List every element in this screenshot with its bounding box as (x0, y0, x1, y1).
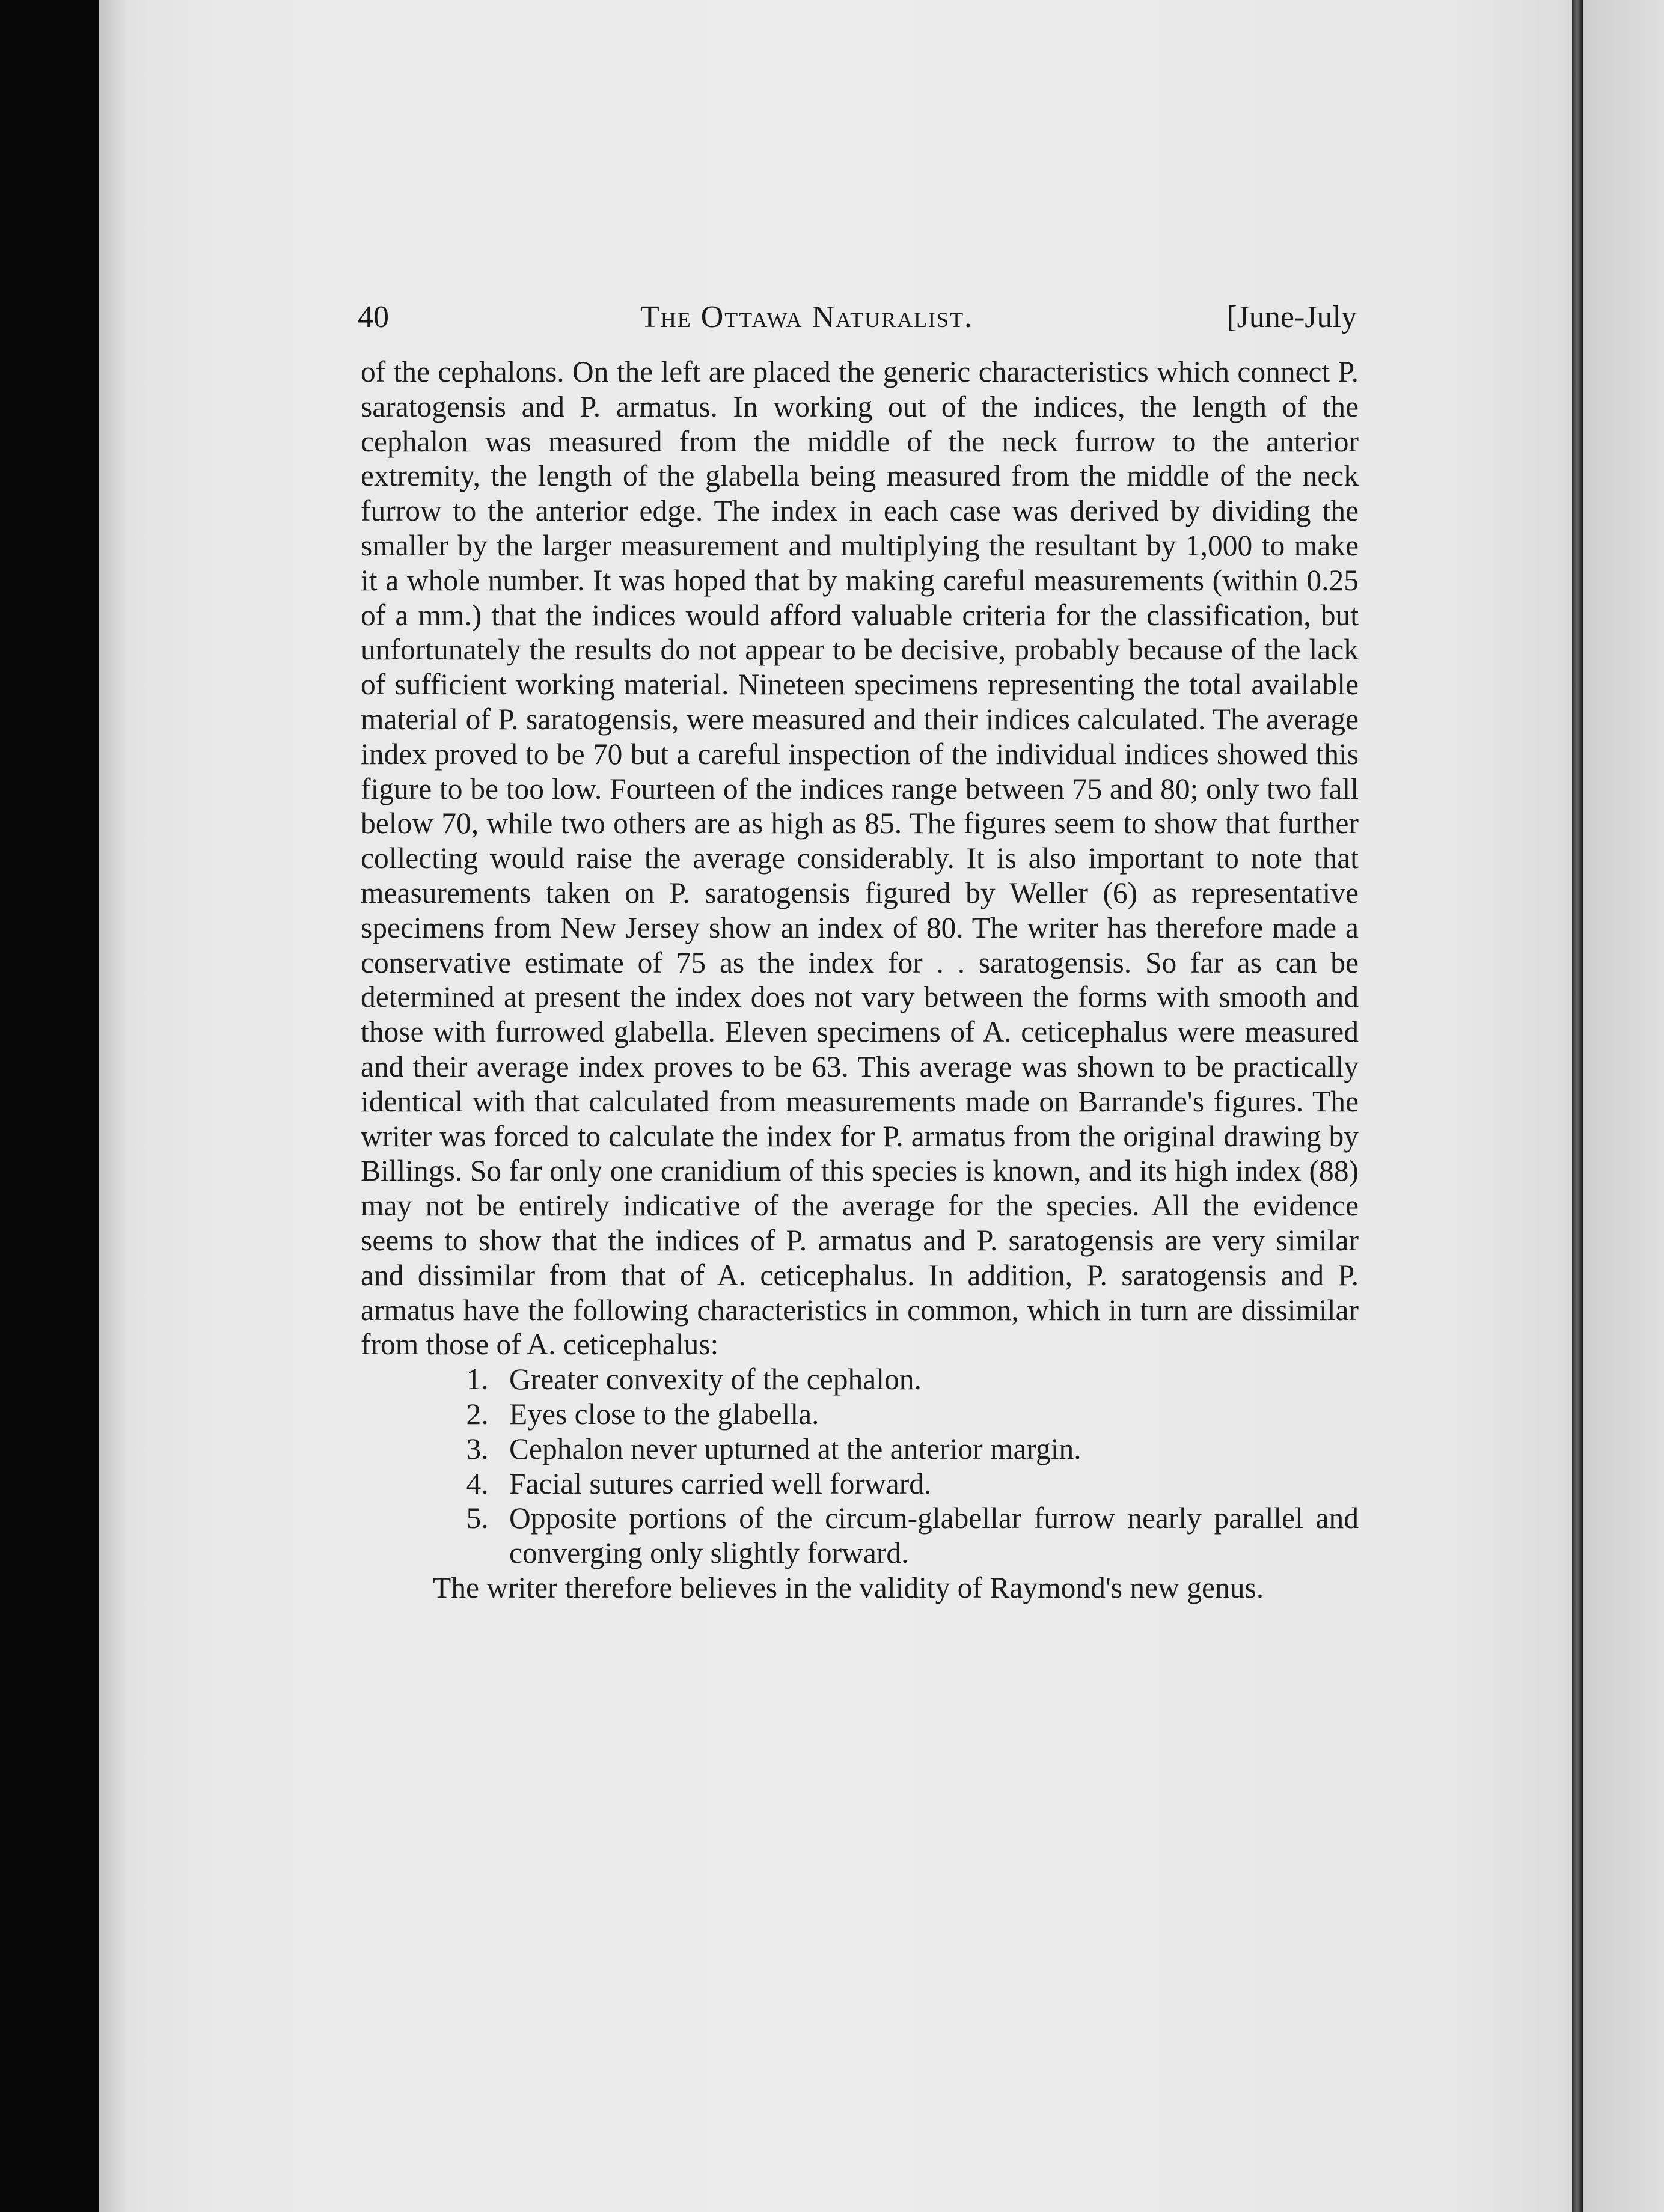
characteristics-list (361, 1362, 1359, 1571)
main-paragraph: of the cephalons. On the left are placed the generic characteristics which connect P. saratogensis and P. armatus. In working out of the indices, the length of the cephalon was measured from the middle of the neck furrow to the anterior extremity, the length of the glabella being measured from the middle of the neck furrow to the anterior edge. The index in each case was derived by dividing the smaller by the larger measurement and multiplying the resultant by 1,000 to make it a whole number. It was hoped that by making careful measurements (within 0.25 of a mm.) that the indices would afford valuable criteria for the classification, but unfortunately the results do not appear to be decisive, probably because of the lack of sufficient working material. Nineteen specimens representing the total available material of P. saratogensis, were measured and their indices calculated. The average index proved to be 70 but a careful inspection of the individual indices showed this figure to be too low. Fourteen of the indices range between 75 and 80; only two fall below 70, while two others are as high as 85. The figures seem to show that further collecting would raise the average considerably. It is also important to note that measurements taken on P. saratogensis figured by Weller (6) as representative specimens from New Jersey show an index of 80. The writer has therefore made a conservative estimate of 75 as the index for . . saratogensis. So far as can be determined at present the index does not vary between the forms with smooth and those with furrowed glabella. Eleven specimens of A. ceticephalus were measured and their average index proves to be 63. This average was shown to be practically identical with that calculated from measurements made on Barrande's figures. The writer was forced to calculate the index for P. armatus from the original drawing by Billings. So far only one cranidium of this species is known, and its high index (88) may not be entirely indicative of the average for the species. All the evidence seems to show that the indices of P. armatus and P. saratogensis are very similar and dissimilar from that of A. ceticephalus. In addition, P. saratogensis and P. armatus have the following characteristics in common, which in turn are dissimilar from those of A. ceticephalus: (361, 355, 1359, 1361)
issue-date: [June-July (1226, 300, 1357, 334)
list-item: 5. Opposite portions of the circum-glabellar furrow nearly parallel and converging only slightly forward. (496, 1501, 1359, 1571)
page-number: 40 (358, 300, 389, 334)
running-title: The Ottawa Naturalist. (640, 300, 974, 334)
list-item: 2. Eyes close to the glabella. (496, 1397, 1359, 1432)
scan-left-border (0, 0, 99, 2212)
list-item: 4. Facial sutures carried well forward. (496, 1467, 1359, 1502)
article-body (361, 355, 1359, 1606)
list-item: 3. Cephalon never upturned at the anterior margin. (496, 1432, 1359, 1467)
adjacent-page-edge (1583, 0, 1664, 2212)
list-item: 1. Greater convexity of the cephalon. (496, 1362, 1359, 1397)
page-header (358, 293, 1357, 341)
closing-paragraph: The writer therefore believes in the validity of Raymond's new genus. (433, 1571, 1264, 1604)
page-fold-shadow (1572, 0, 1583, 2212)
